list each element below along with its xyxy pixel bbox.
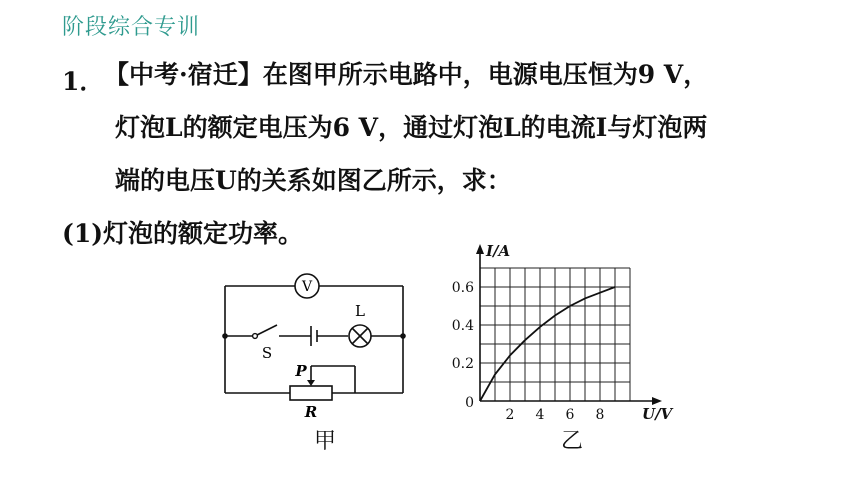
x-tick-label: 2 — [505, 407, 515, 423]
sub-question-1: (1)灯泡的额定功率。 — [62, 219, 304, 248]
x-axis-label: U/V — [642, 405, 673, 423]
rheostat-icon — [290, 386, 332, 400]
question-number: 1． — [62, 67, 105, 96]
question-line-3: 端的电压U的关系如图乙所示，求： — [115, 166, 512, 195]
x-tick-label: 6 — [565, 407, 575, 423]
circuit-diagram — [215, 268, 415, 418]
y-axis-arrow-icon — [476, 244, 484, 254]
section-title: 阶段综合专训 — [62, 15, 201, 40]
voltmeter-label: V — [301, 279, 313, 295]
origin-label: 0 — [465, 395, 474, 411]
slider-label: P — [295, 362, 307, 380]
lamp-label: L — [355, 302, 365, 320]
slider-arrow-icon — [307, 380, 315, 386]
y-tick-label: 0.2 — [451, 356, 474, 372]
switch-icon — [255, 325, 277, 336]
rheostat-label: R — [304, 403, 318, 418]
iu-chart — [440, 238, 690, 428]
y-tick-label: 0.4 — [451, 318, 474, 334]
figure-caption-jia: 甲 — [314, 429, 337, 454]
x-axis-arrow-icon — [652, 397, 662, 405]
y-axis-label: I/A — [486, 242, 511, 260]
y-tick-label: 0.6 — [451, 280, 474, 296]
question-line-1: 【中考·宿迁】在图甲所示电路中，电源电压恒为9 V， — [104, 60, 709, 89]
figure-caption-yi: 乙 — [561, 429, 584, 454]
x-tick-label: 4 — [535, 407, 545, 423]
switch-label: S — [261, 344, 273, 362]
question-line-2: 灯泡L的额定电压为6 V，通过灯泡L的电流I与灯泡两 — [115, 113, 708, 142]
x-tick-label: 8 — [595, 407, 605, 423]
